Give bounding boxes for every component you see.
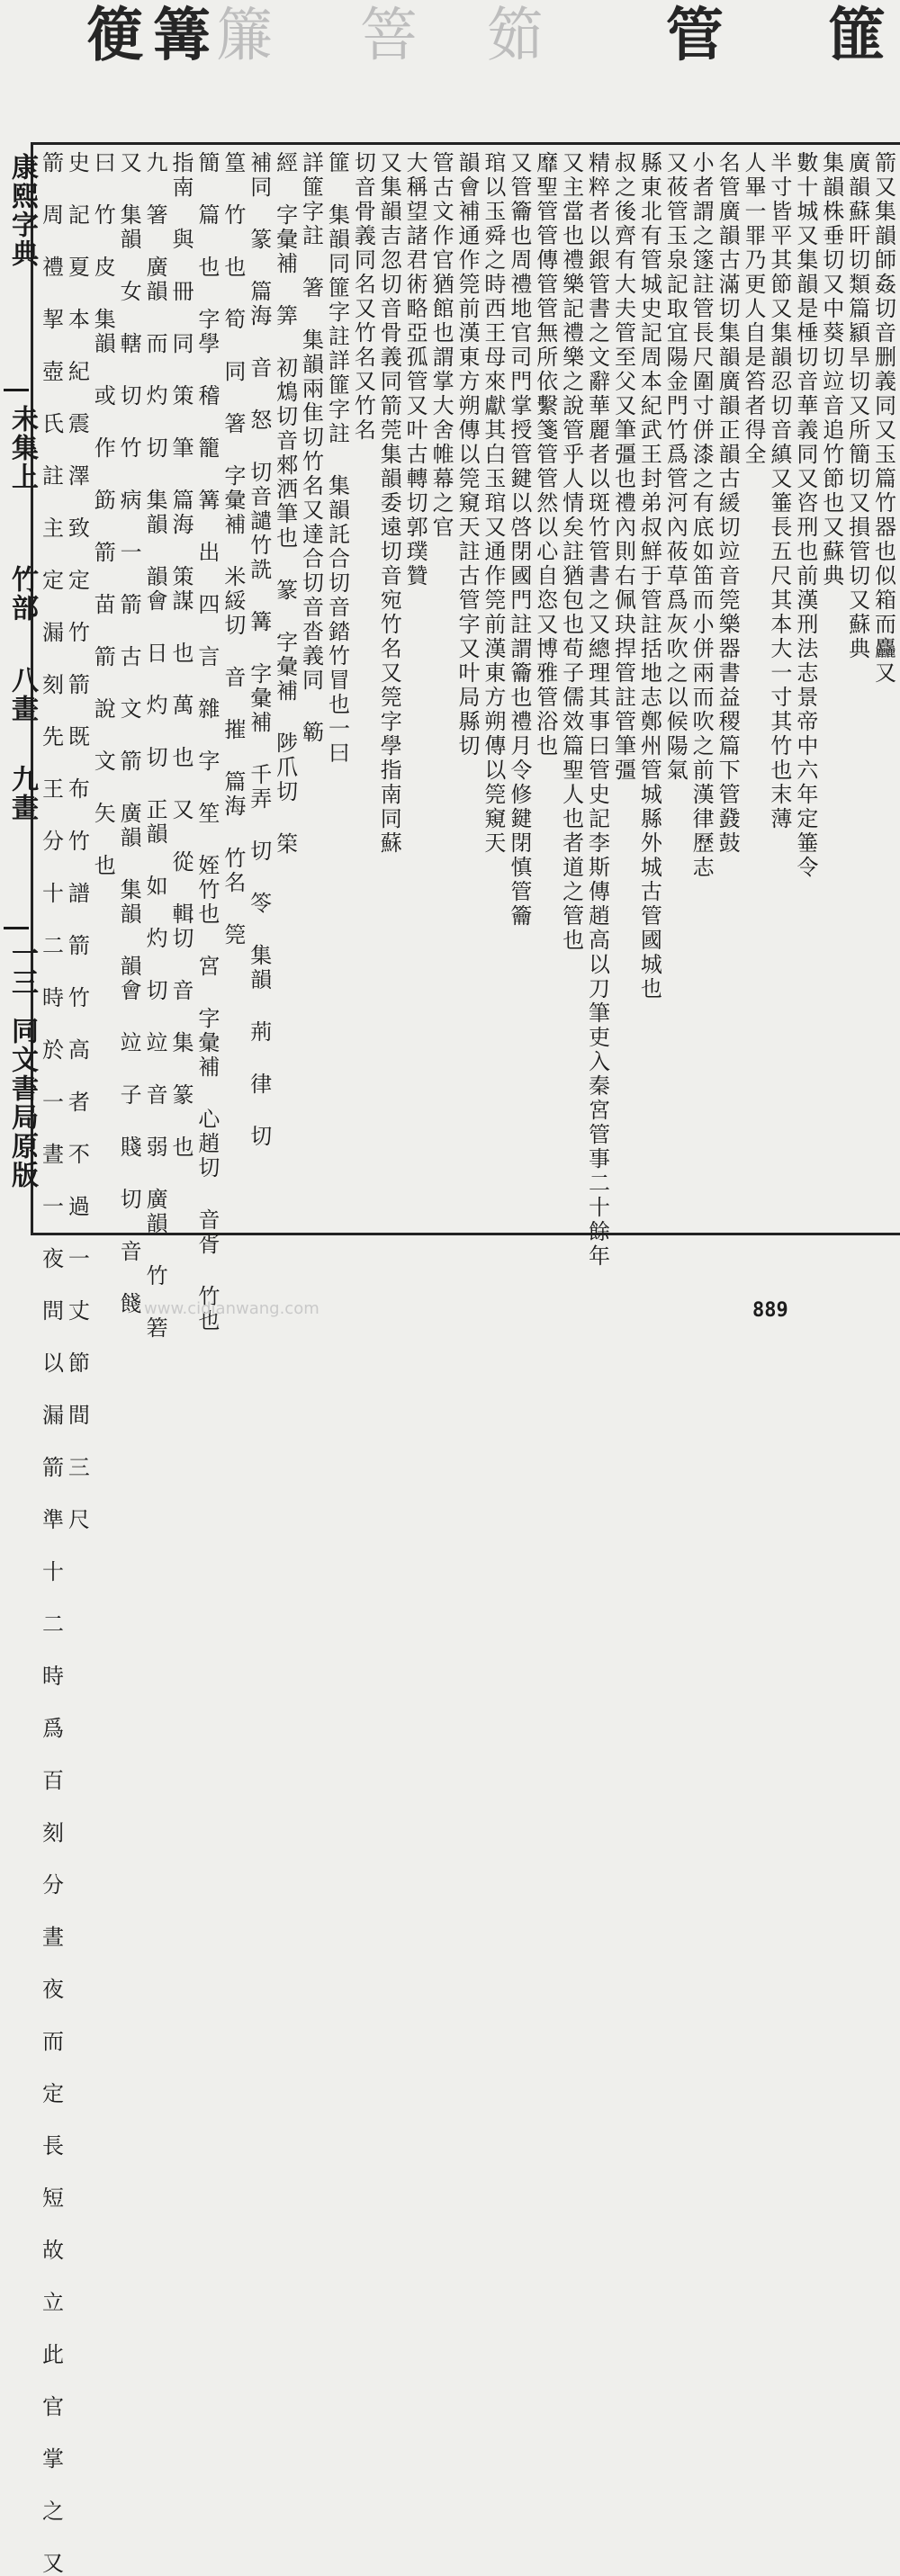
seal-glyph-2: 管: [666, 2, 724, 69]
margin-title-strip: [0, 144, 38, 1233]
collection-label: 未集上: [6, 405, 38, 491]
text-column: 箭 周 禮 挈 壺 氏 註 主 定 漏 刻 先 王 分 十 二 時 於 一 晝 一 夜 問 以 漏 箭 準 十 二 時 爲 百 刻 分 晝 夜 而 定 長 短 故 立 此 官 掌 之 又: [38, 151, 64, 2576]
watermark: www.cidianwang.com: [144, 1299, 320, 1318]
text-column: 又主當也禮樂記禮樂之說管乎人情矣註猶包也荀子儒效篇聖人也者道之管也: [558, 151, 584, 953]
seal-script-header: [0, 0, 900, 121]
text-column: 大稱望諸君術略亞孤管又叶古轉切郭璞贊: [402, 151, 428, 588]
text-column: 半寸皆平其節又集韻忍切音縝又箠長五尺其本大一寸其竹也末薄: [766, 151, 792, 831]
seal-glyph-4: 箁: [360, 3, 418, 69]
seal-glyph-1: 篚: [828, 2, 886, 69]
text-column: 精粹者以銀管書之文辭華麗者以斑竹管書之又總理其事曰管史記李斯傳趙高以刀筆吏入秦宮管事二十餘年: [584, 151, 610, 1269]
publisher-label: 同文書局原版: [6, 1017, 38, 1189]
text-column: 篁 竹 也 筍 同 箸 字彙補 米綏切 音 摧 篇海 竹名 筦: [220, 151, 246, 947]
text-column: 簡 篇 也 字學 稽 籠 篝 出 四 言 雜 字 笙 姪竹也 宮 字彙補 心趙切 音胥 竹也: [194, 151, 220, 1333]
radical-label: 竹部: [6, 565, 38, 623]
page-in-volume: 一三: [6, 939, 38, 997]
text-column: 詳篚字註 箸 集韻兩隹切竹名又達合切音沓義同 簕: [298, 151, 324, 745]
text-column: 又集韻吉忽切音骨義同箭莞集韻委遠切音宛竹名又筦字學指南同蘇: [376, 151, 402, 856]
text-column: 經 字彙補 筭 初鴆切音郲洒筆也 篆 字彙補 陟爪切 筞: [272, 151, 298, 857]
text-column: 名管廣韻古滿切集韻廣韻正韻古緩切竝音筦樂器書益稷篇下管鼗鼓: [715, 151, 741, 856]
text-column: 縣東北有管城史記周本紀武王封弟叔鮮于管註括地志鄭州管城縣外城古管國城也: [636, 151, 662, 1001]
seal-glyph-3: 筎: [486, 3, 544, 69]
strokes-label-a: 八畫: [6, 666, 38, 723]
text-column: 曰 竹 皮 集韻 或 作 筯 箭 苗 箭 說 文 矢 也: [90, 151, 116, 878]
text-column: 韻會補通作筦前漢東方朔傳以筦窺天註古管字又叶局縣切: [454, 151, 480, 758]
margin-rule: [4, 927, 29, 929]
text-column: 切音骨義同名又竹名又竹名: [350, 151, 376, 443]
text-column: 琯以玉舜之時西王母來獻其白玉琯又通作筦前漢東方朔傳以筦窺天: [480, 151, 506, 856]
text-column: 指南 與 冊 同 策 筆 篇海 策謀 也 萬 也 又 從 輯切 音 集 篆 也: [168, 151, 194, 1160]
text-column: 數十城又集韻是棰切音華義同又咨刑也前漢刑法志景帝中六年定箠令: [792, 151, 818, 880]
book-title: 康熙字典: [6, 153, 38, 268]
text-column: 又莜管玉泉記取宜陽金門竹爲管河內莜草爲灰吹之以候陽氣: [662, 151, 688, 783]
text-column: 又 集韻 女 轄 切 竹 病 一 箭 古 文 箭 廣韻 集韻 韻會 竝 子 賤 切 音 餞: [116, 151, 142, 1316]
text-column: 史 記 夏 本 紀 震 澤 致 定 竹 箭 既 布 竹 譜 箭 竹 高 者 不 過 一 丈 節 間 三 尺: [64, 151, 90, 1532]
seal-glyph-5: 簾: [216, 3, 274, 69]
text-column: 管古文作官猶館也謂掌大舍帷幕之官: [428, 151, 454, 540]
text-column: 九 箸 廣韻 而 灼 切 集韻 韻會 日 灼 切 正韻 如 灼 切 竝 音 弱 廣韻 竹 箬: [142, 151, 168, 1341]
text-column: 篚 集韻同篚字註詳篚字註 集韻託合切音錔竹冒也一曰: [324, 151, 350, 766]
page-number: 889: [752, 1299, 788, 1322]
text-column: 小者謂之篴註管長尺圍寸併漆之有底如笛而小併兩而吹之前漢律歷志: [688, 151, 715, 880]
text-column: 靡聖管管傳管管無所依繫箋管管然以心自恣又博雅管浴也: [532, 151, 558, 758]
strokes-label-b: 九畫: [6, 765, 38, 822]
text-column: 箭又集韻師姦切音删義同又玉篇竹器也似箱而麤又: [870, 151, 896, 686]
margin-rule: [4, 389, 29, 391]
text-column: 人畢一罪乃更人自是笞者得全: [741, 151, 766, 467]
text-column: 叔之後齊有大夫管至父又筆彊也禮內則右佩玦捍管註管筆彊: [610, 151, 636, 783]
text-column: 廣韻蘇旰切類篇顈旱切又所簡切又損管切又蘇典: [844, 151, 870, 661]
text-column: 集韻株垂切又中葵切竝音追竹節也又蘇典: [818, 151, 844, 588]
seal-glyph-6: 篝: [153, 2, 211, 69]
text-column: 補同 篆 篇海 音 怒 切音譴竹詵 篝 字彙補 千弄 切 笭 集韻 荊 律 切: [246, 151, 272, 1149]
text-column: 又管籥也周禮地官司門掌授管鍵以啓閉國門註謂籥也禮月令修鍵閉慎管籥: [506, 151, 532, 929]
seal-glyph-7: 箯: [86, 2, 144, 69]
